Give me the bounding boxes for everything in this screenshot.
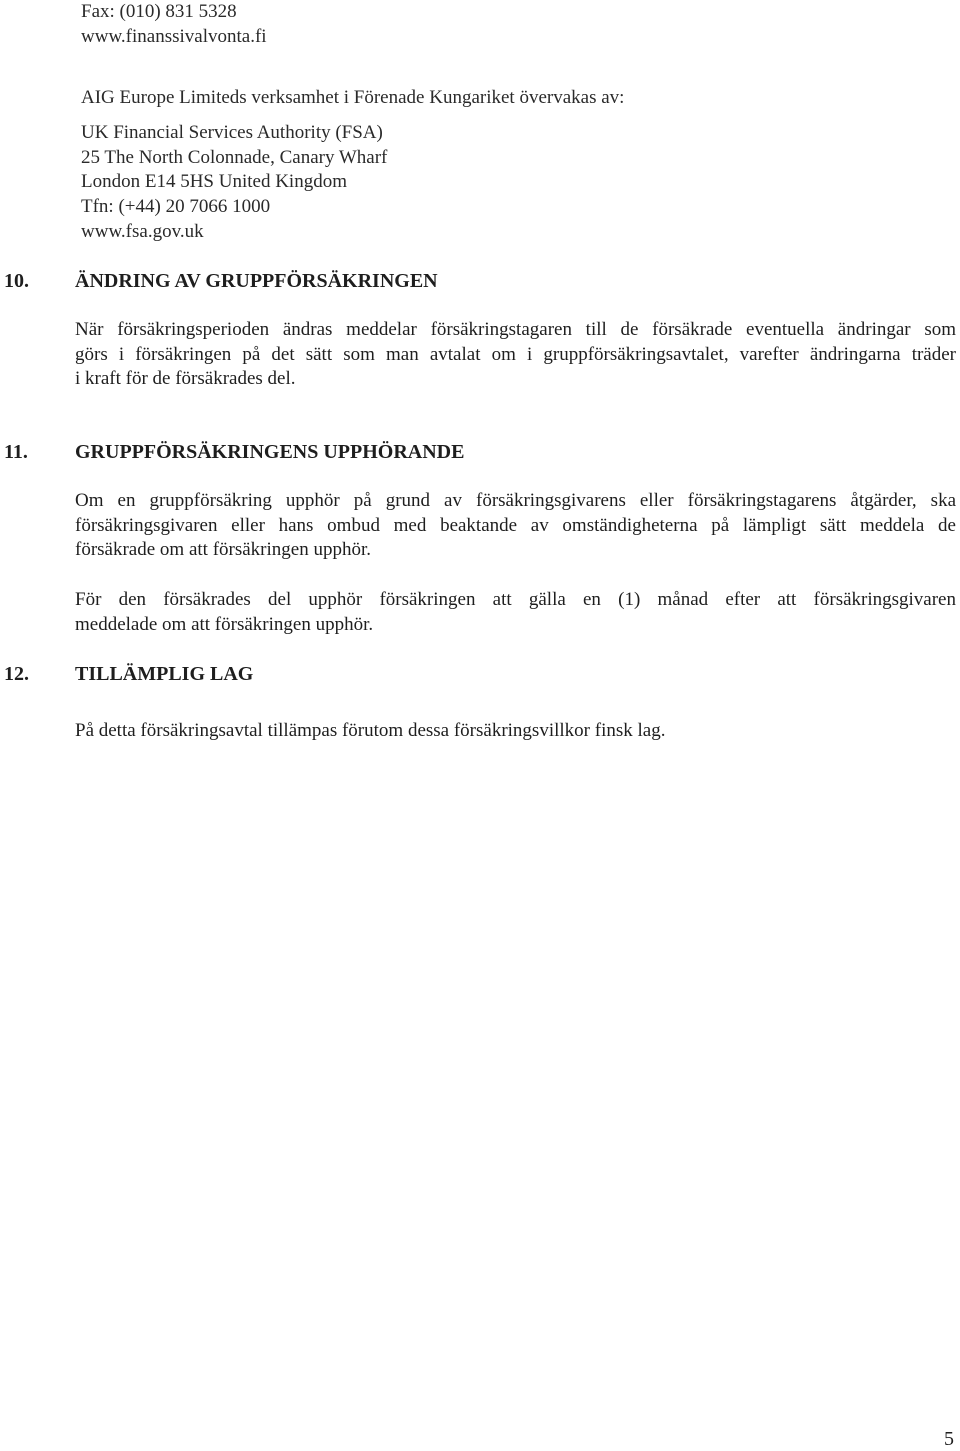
section-12-number: 12. xyxy=(4,663,29,685)
fsa-city: London E14 5HS United Kingdom xyxy=(81,171,347,192)
section-10-line-3: i kraft för de försäkrades del. xyxy=(75,368,296,389)
fax-line: Fax: (010) 831 5328 xyxy=(81,1,237,22)
section-10-title: ÄNDRING AV GRUPPFÖRSÄKRINGEN xyxy=(75,270,438,292)
section-11-paragraph-2 xyxy=(75,588,956,637)
section-12-title: TILLÄMPLIG LAG xyxy=(75,663,254,685)
fsa-name: UK Financial Services Authority (FSA) xyxy=(81,122,383,143)
page-number: 5 xyxy=(944,1428,954,1450)
section-10-line-2: görs i försäkringen på det sätt som man avtalat om i gruppförsäkringsavtalet, varefter ändringarna träder xyxy=(75,343,956,365)
section-11-p1-line-3: försäkrade om att försäkringen upphör. xyxy=(75,539,371,560)
section-11-p1-line-2: försäkringsgivaren eller hans ombud med beaktande av omständigheterna på lämpligt sätt meddela de xyxy=(75,514,956,536)
section-11-p2-line-2: meddelade om att försäkringen upphör. xyxy=(75,613,374,635)
fsa-link[interactable]: www.fsa.gov.uk xyxy=(81,221,204,242)
supervision-intro: AIG Europe Limiteds verksamhet i Förenade Kungariket övervakas av: xyxy=(81,87,625,108)
section-11-paragraph-1 xyxy=(75,489,956,563)
fsa-phone: Tfn: (+44) 20 7066 1000 xyxy=(81,196,271,217)
section-11-number: 11. xyxy=(4,441,28,463)
section-11-title: GRUPPFÖRSÄKRINGENS UPPHÖRANDE xyxy=(75,441,465,463)
section-11-p2-line-1: För den försäkrades del upphör försäkringen att gälla en (1) månad efter att försäkringsgivaren xyxy=(75,589,956,610)
section-11-p1-line-1: Om en gruppförsäkring upphör på grund av försäkringsgivarens eller försäkringstagarens åtgärder, ska xyxy=(75,490,956,511)
section-10-line-1: När försäkringsperioden ändras meddelar försäkringstagaren till de försäkrade eventuella ändringar som xyxy=(75,319,956,340)
finanssivalvonta-link[interactable]: www.finanssivalvonta.fi xyxy=(81,26,267,47)
fsa-street: 25 The North Colonnade, Canary Wharf xyxy=(81,147,388,168)
section-12-body: På detta försäkringsavtal tillämpas förutom dessa försäkringsvillkor finsk lag. xyxy=(75,720,666,741)
section-10-body xyxy=(75,318,956,392)
section-10-number: 10. xyxy=(4,270,29,292)
